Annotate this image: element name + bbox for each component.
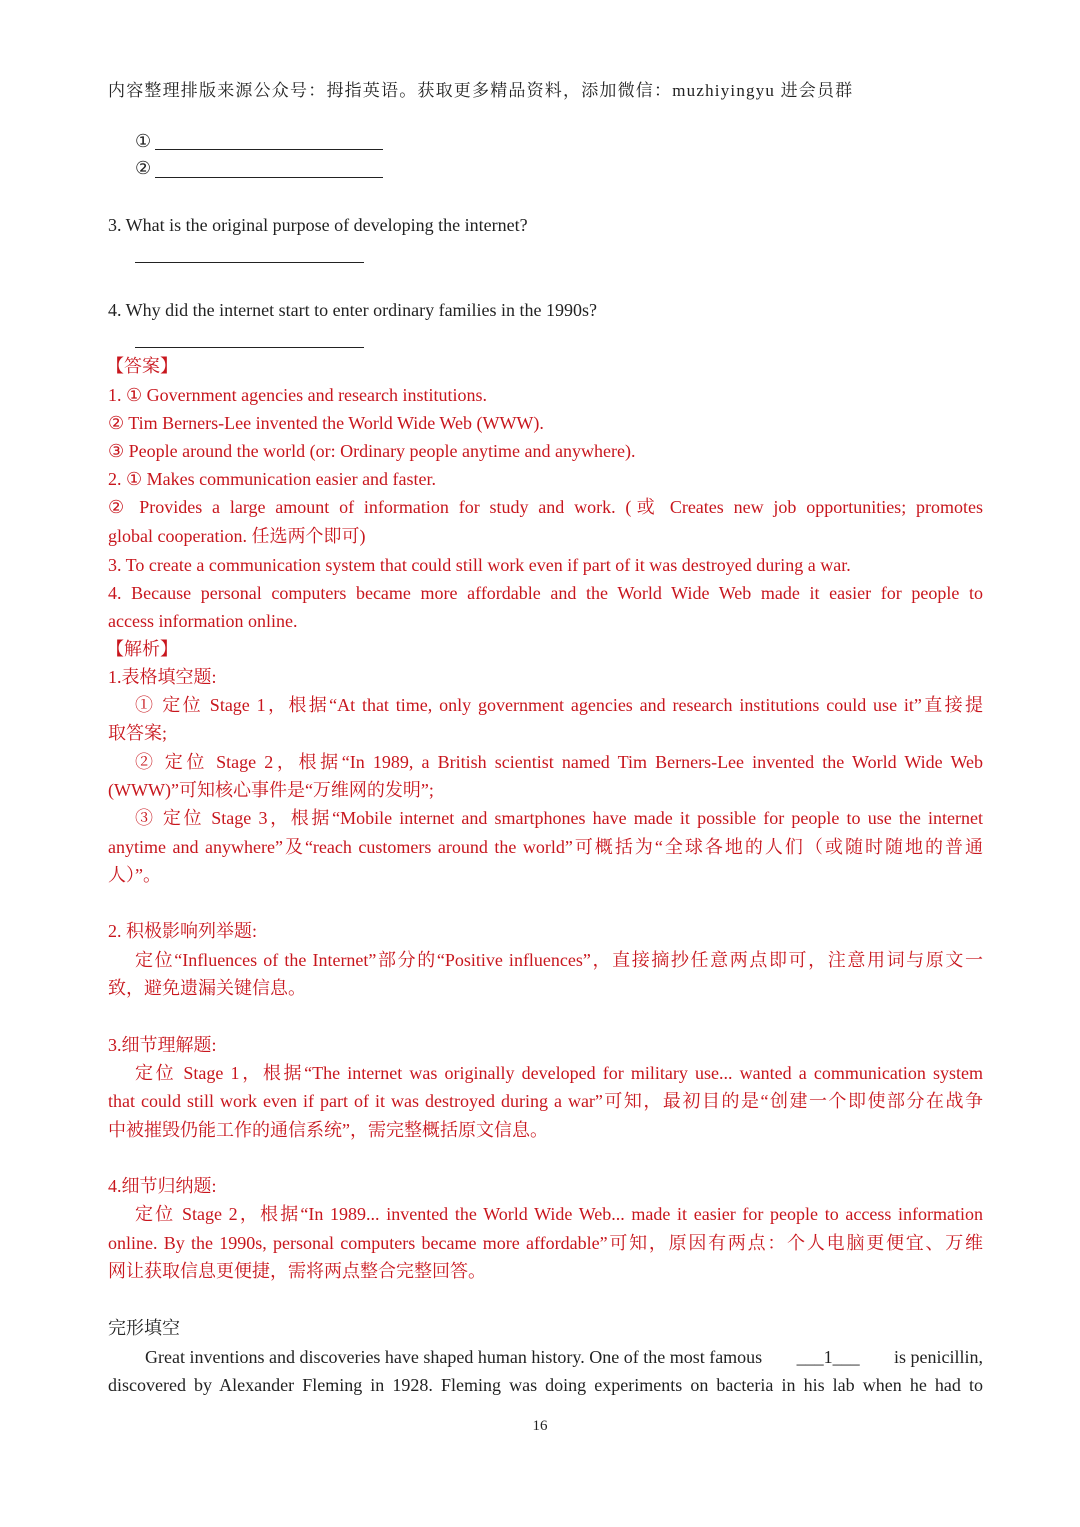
analysis-line: anytime and anywhere”及“reach customers around the world”可概括为“全球各地的人们（或随时随地的普通 bbox=[108, 837, 983, 857]
blank-line-1 bbox=[155, 149, 383, 150]
answer-line: global cooperation. 任选两个即可) bbox=[108, 526, 366, 546]
cloze-text: Great inventions and discoveries have shaped human history. One of the most famous bbox=[145, 1347, 763, 1367]
analysis-line: 网让获取信息更便捷，需将两点整合完整回答。 bbox=[108, 1261, 486, 1281]
answer-line: ② Provides a large amount of information for study and work. (或 Creates new job opportunities; promotes bbox=[108, 497, 983, 517]
answer-line: access information online. bbox=[108, 611, 298, 631]
analysis-line: ③ 定位 Stage 3，根据“Mobile internet and smartphones have made it possible for people to use the internet bbox=[135, 808, 983, 828]
answer-line-q3 bbox=[135, 262, 364, 263]
cloze-paragraph-line-1 bbox=[145, 1346, 983, 1368]
analysis-line: 定位 Stage 2，根据“In 1989... invented the World Wide Web... made it easier for people to access information bbox=[135, 1204, 983, 1224]
analysis-line: 致，避免遗漏关键信息。 bbox=[108, 978, 306, 998]
answer-line: 1. ① Government agencies and research institutions. bbox=[108, 385, 488, 405]
analysis-section-3-title: 3.细节理解题: bbox=[108, 1035, 217, 1055]
answer-line: 4. Because personal computers became more affordable and the World Wide Web made it easier for people to bbox=[108, 583, 983, 603]
analysis-line: (WWW)”可知核心事件是“万维网的发明”; bbox=[108, 780, 434, 800]
analysis-line: 定位 Stage 1，根据“The internet was originally developed for military use... wanted a communication system bbox=[135, 1063, 983, 1083]
analysis-line: that could still work even if part of it was destroyed during a war”可知，最初目的是“创建一个即使部分在战争 bbox=[108, 1091, 983, 1111]
question-4: 4. Why did the internet start to enter ordinary families in the 1990s? bbox=[108, 300, 598, 320]
answer-heading: 【答案】 bbox=[106, 356, 178, 376]
cloze-blank-1: ___1___ bbox=[796, 1347, 860, 1367]
cloze-text: is penicillin, bbox=[894, 1347, 983, 1367]
analysis-heading: 【解析】 bbox=[106, 639, 178, 659]
analysis-section-4-title: 4.细节归纳题: bbox=[108, 1176, 217, 1196]
analysis-line: ① 定位 Stage 1，根据“At that time, only government agencies and research institutions could use it”直接提 bbox=[135, 695, 983, 715]
cloze-paragraph-line-2: discovered by Alexander Fleming in 1928. Fleming was doing experiments on bacteria in his lab when he had to bbox=[108, 1375, 983, 1395]
blank-mark-2: ② bbox=[135, 158, 152, 178]
answer-line-q4 bbox=[135, 347, 364, 348]
analysis-section-2-title: 2. 积极影响列举题: bbox=[108, 921, 258, 941]
analysis-section-1-title: 1.表格填空题: bbox=[108, 667, 217, 687]
analysis-line: 取答案; bbox=[108, 723, 168, 743]
answer-line: 2. ① Makes communication easier and faster. bbox=[108, 469, 437, 489]
page-number: 16 bbox=[532, 1418, 548, 1434]
answer-line: ② Tim Berners-Lee invented the World Wide Web (WWW). bbox=[108, 413, 544, 433]
answer-line: 3. To create a communication system that could still work even if part of it was destroyed during a war. bbox=[108, 555, 851, 575]
answer-line: ③ People around the world (or: Ordinary people anytime and anywhere). bbox=[108, 441, 636, 461]
analysis-line: 中被摧毁仍能工作的通信系统”，需完整概括原文信息。 bbox=[108, 1120, 548, 1140]
blank-mark-1: ① bbox=[135, 131, 152, 151]
analysis-line: online. By the 1990s, personal computers became more affordable”可知，原因有两点：个人电脑更便宜、万维 bbox=[108, 1233, 983, 1253]
analysis-line: 人）”。 bbox=[108, 865, 161, 885]
blank-line-2 bbox=[155, 177, 383, 178]
analysis-line: ② 定位 Stage 2，根据“In 1989, a British scientist named Tim Berners-Lee invented the World Wide Web bbox=[135, 752, 983, 772]
page-header: 内容整理排版来源公众号：拇指英语。获取更多精品资料，添加微信：muzhiyingyu 进会员群 bbox=[108, 81, 854, 100]
analysis-line: 定位“Influences of the Internet”部分的“Positive influences”，直接摘抄任意两点即可，注意用词与原文一 bbox=[135, 950, 983, 970]
question-3: 3. What is the original purpose of developing the internet? bbox=[108, 215, 528, 235]
cloze-title: 完形填空 bbox=[108, 1318, 180, 1338]
